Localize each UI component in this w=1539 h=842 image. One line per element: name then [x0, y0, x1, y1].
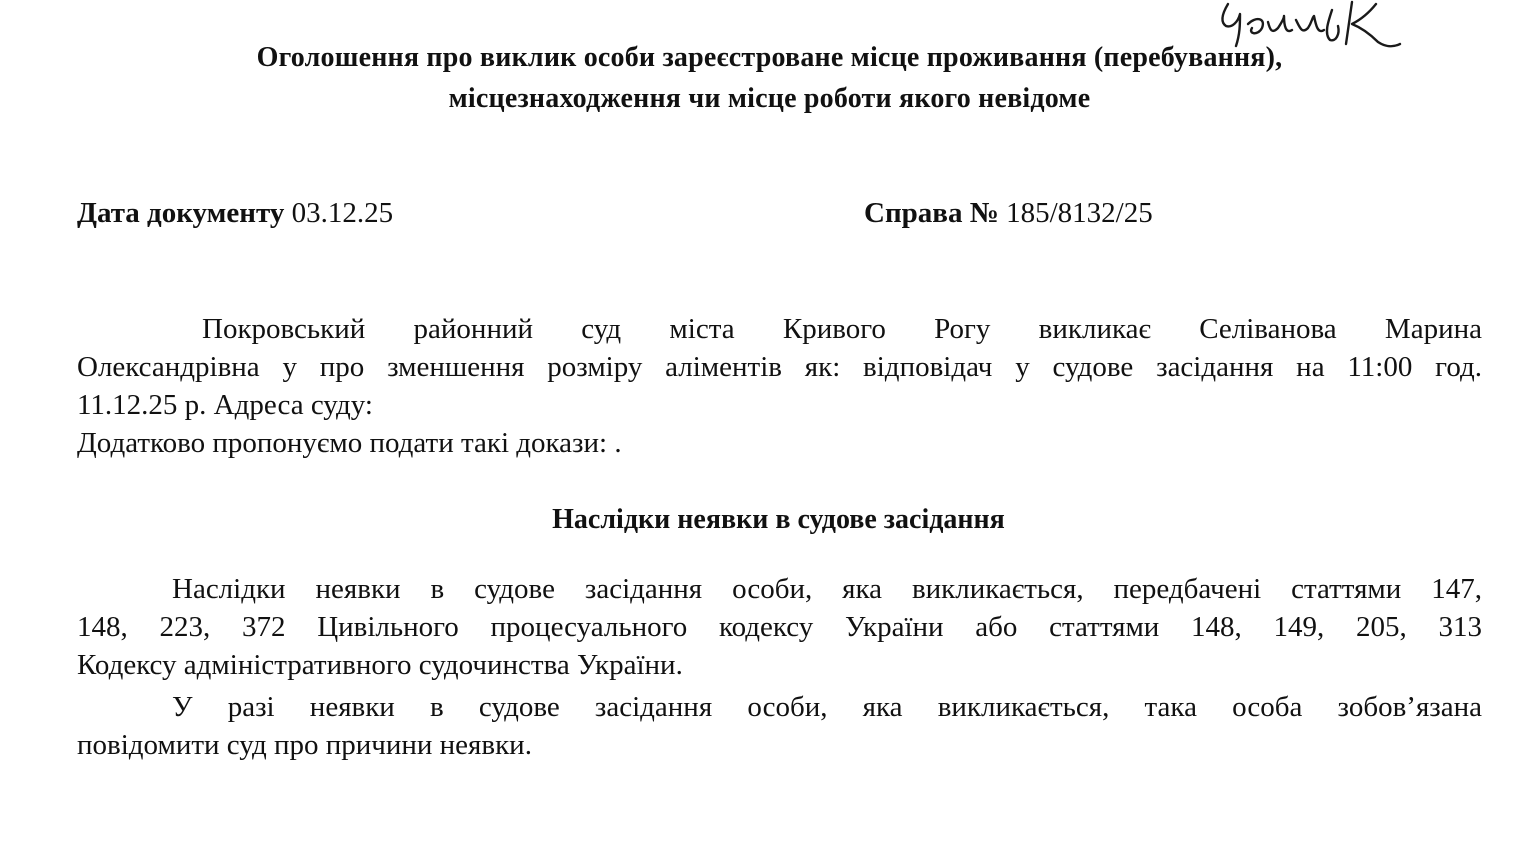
consequences-heading: Наслідки неявки в судове засідання [552, 504, 1005, 535]
consequences-line: 148, 223, 372 Цивільного процесуального кодексу України або статтями 148, 149, 205, 313 [77, 611, 1482, 643]
consequences-line: Наслідки неявки в судове засідання особи, яка викликається, передбачені статтями 147, [172, 573, 1482, 605]
obligation-paragraph [77, 688, 1482, 764]
case-number-value: 185/8132/25 [1006, 197, 1153, 229]
case-number-label: Справа № [864, 197, 999, 229]
case-number [864, 193, 1153, 233]
obligation-line: повідомити суд про причини неявки. [77, 729, 532, 761]
document-title-line-1: Оголошення про виклик особи зареєстроване місце проживання (перебування), [256, 42, 1283, 73]
summons-line: Олександрівна у про зменшення розміру аліментів як: відповідач у судове засідання на 11:00 год. [77, 351, 1482, 383]
document-date-label: Дата документу [77, 197, 285, 229]
summons-line: 11.12.25 р. Адреса суду: [77, 389, 373, 421]
summons-paragraph [77, 310, 1482, 462]
consequences-paragraph [77, 570, 1482, 684]
document-date-value: 03.12.25 [291, 197, 394, 229]
document-date [77, 193, 393, 233]
obligation-line: У разі неявки в судове засідання особи, яка викликається, така особа зобов’язана [172, 691, 1482, 723]
document-title-line-2: місцезнаходження чи місце роботи якого невідоме [448, 83, 1091, 114]
evidence-request-line: Додатково пропонуємо подати такі докази: . [77, 427, 622, 459]
consequences-line: Кодексу адміністративного судочинства України. [77, 649, 683, 681]
summons-line: Покровський районний суд міста Кривого Рогу викликає Селіванова Марина [202, 313, 1482, 345]
